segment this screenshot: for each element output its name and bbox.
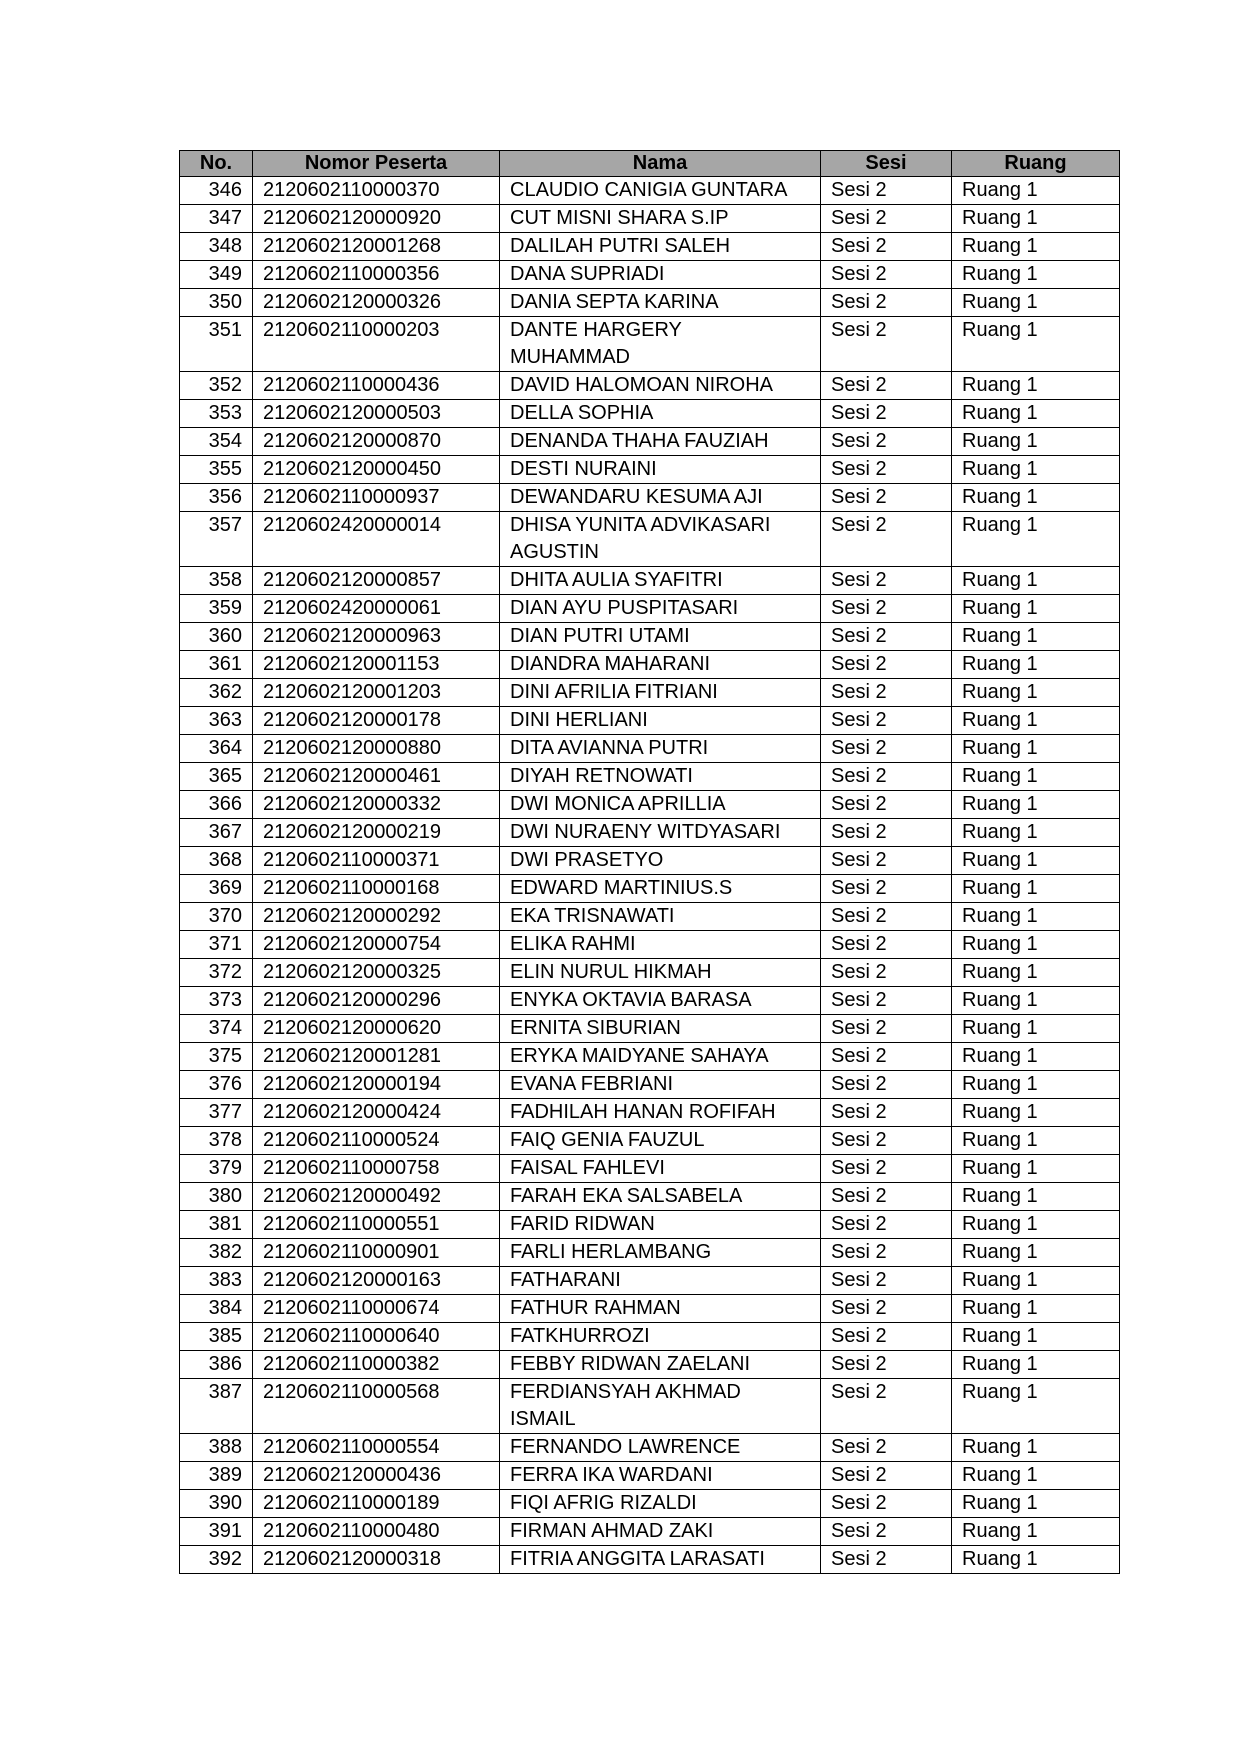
- cell-no: 354: [180, 428, 253, 456]
- cell-no: 382: [180, 1239, 253, 1267]
- cell-no: 384: [180, 1295, 253, 1323]
- cell-ruang: Ruang 1: [952, 372, 1120, 400]
- cell-nama: FAIQ GENIA FAUZUL: [500, 1127, 821, 1155]
- header-ruang: Ruang: [952, 151, 1120, 177]
- cell-no: 371: [180, 931, 253, 959]
- cell-no: 364: [180, 735, 253, 763]
- table-row: [180, 1015, 1120, 1043]
- table-row: [180, 791, 1120, 819]
- table-row: [180, 1127, 1120, 1155]
- cell-ruang: Ruang 1: [952, 1546, 1120, 1574]
- cell-nama: DANA SUPRIADI: [500, 261, 821, 289]
- cell-nama: FEBBY RIDWAN ZAELANI: [500, 1351, 821, 1379]
- cell-sesi: Sesi 2: [821, 1351, 952, 1379]
- cell-nama: FIQI AFRIG RIZALDI: [500, 1490, 821, 1518]
- cell-nomor-peserta: 2120602420000014: [253, 512, 500, 567]
- cell-ruang: Ruang 1: [952, 623, 1120, 651]
- cell-sesi: Sesi 2: [821, 1434, 952, 1462]
- cell-no: 380: [180, 1183, 253, 1211]
- cell-nomor-peserta: 2120602120001281: [253, 1043, 500, 1071]
- cell-nama: FARID RIDWAN: [500, 1211, 821, 1239]
- cell-sesi: Sesi 2: [821, 1183, 952, 1211]
- cell-nama: EDWARD MARTINIUS.S: [500, 875, 821, 903]
- cell-sesi: Sesi 2: [821, 791, 952, 819]
- cell-ruang: Ruang 1: [952, 1518, 1120, 1546]
- cell-ruang: Ruang 1: [952, 1379, 1120, 1434]
- cell-nama: FIRMAN AHMAD ZAKI: [500, 1518, 821, 1546]
- table-row: [180, 595, 1120, 623]
- table-row: [180, 205, 1120, 233]
- cell-ruang: Ruang 1: [952, 1323, 1120, 1351]
- cell-ruang: Ruang 1: [952, 931, 1120, 959]
- table-row: [180, 1295, 1120, 1323]
- cell-nama: DAVID HALOMOAN NIROHA: [500, 372, 821, 400]
- cell-ruang: Ruang 1: [952, 735, 1120, 763]
- cell-nama: DANTE HARGERY MUHAMMAD: [500, 317, 821, 372]
- cell-sesi: Sesi 2: [821, 1462, 952, 1490]
- cell-sesi: Sesi 2: [821, 177, 952, 205]
- table-row: [180, 177, 1120, 205]
- cell-nomor-peserta: 2120602110000524: [253, 1127, 500, 1155]
- table-row: [180, 1518, 1120, 1546]
- cell-no: 376: [180, 1071, 253, 1099]
- cell-ruang: Ruang 1: [952, 651, 1120, 679]
- cell-sesi: Sesi 2: [821, 1323, 952, 1351]
- cell-no: 356: [180, 484, 253, 512]
- table-row: [180, 1071, 1120, 1099]
- cell-nama: DWI NURAENY WITDYASARI: [500, 819, 821, 847]
- cell-ruang: Ruang 1: [952, 1183, 1120, 1211]
- cell-nama: DESTI NURAINI: [500, 456, 821, 484]
- cell-nama: ELIN NURUL HIKMAH: [500, 959, 821, 987]
- table-row: [180, 1323, 1120, 1351]
- cell-nama: CLAUDIO CANIGIA GUNTARA: [500, 177, 821, 205]
- cell-no: 369: [180, 875, 253, 903]
- cell-ruang: Ruang 1: [952, 903, 1120, 931]
- cell-sesi: Sesi 2: [821, 456, 952, 484]
- table-row: [180, 1099, 1120, 1127]
- cell-sesi: Sesi 2: [821, 595, 952, 623]
- cell-no: 373: [180, 987, 253, 1015]
- cell-sesi: Sesi 2: [821, 1071, 952, 1099]
- cell-nomor-peserta: 2120602110000551: [253, 1211, 500, 1239]
- cell-nomor-peserta: 2120602120000620: [253, 1015, 500, 1043]
- cell-nomor-peserta: 2120602120000318: [253, 1546, 500, 1574]
- cell-ruang: Ruang 1: [952, 1351, 1120, 1379]
- table-row: [180, 1043, 1120, 1071]
- cell-sesi: Sesi 2: [821, 512, 952, 567]
- cell-ruang: Ruang 1: [952, 177, 1120, 205]
- table-row: [180, 651, 1120, 679]
- cell-no: 349: [180, 261, 253, 289]
- table-row: [180, 317, 1120, 372]
- cell-ruang: Ruang 1: [952, 1239, 1120, 1267]
- cell-sesi: Sesi 2: [821, 1211, 952, 1239]
- cell-nama: FERRA IKA WARDANI: [500, 1462, 821, 1490]
- table-row: [180, 1351, 1120, 1379]
- cell-no: 375: [180, 1043, 253, 1071]
- cell-nomor-peserta: 2120602120000325: [253, 959, 500, 987]
- cell-nomor-peserta: 2120602120000503: [253, 400, 500, 428]
- cell-nama: CUT MISNI SHARA S.IP: [500, 205, 821, 233]
- table-row: [180, 372, 1120, 400]
- cell-sesi: Sesi 2: [821, 1127, 952, 1155]
- cell-nomor-peserta: 2120602120000963: [253, 623, 500, 651]
- table-row: [180, 819, 1120, 847]
- cell-no: 386: [180, 1351, 253, 1379]
- cell-ruang: Ruang 1: [952, 567, 1120, 595]
- cell-nama: FAISAL FAHLEVI: [500, 1155, 821, 1183]
- cell-ruang: Ruang 1: [952, 317, 1120, 372]
- cell-nomor-peserta: 2120602120000332: [253, 791, 500, 819]
- cell-ruang: Ruang 1: [952, 1071, 1120, 1099]
- cell-no: 352: [180, 372, 253, 400]
- table-body: [180, 177, 1120, 1574]
- cell-nomor-peserta: 2120602110000758: [253, 1155, 500, 1183]
- cell-no: 372: [180, 959, 253, 987]
- cell-nama: DHITA AULIA SYAFITRI: [500, 567, 821, 595]
- header-no: No.: [180, 151, 253, 177]
- cell-nomor-peserta: 2120602110000674: [253, 1295, 500, 1323]
- cell-sesi: Sesi 2: [821, 1155, 952, 1183]
- cell-no: 370: [180, 903, 253, 931]
- table-row: [180, 1434, 1120, 1462]
- table-row: [180, 707, 1120, 735]
- cell-nama: FERNANDO LAWRENCE: [500, 1434, 821, 1462]
- cell-sesi: Sesi 2: [821, 1239, 952, 1267]
- cell-nomor-peserta: 2120602120000857: [253, 567, 500, 595]
- cell-sesi: Sesi 2: [821, 567, 952, 595]
- cell-sesi: Sesi 2: [821, 1518, 952, 1546]
- cell-nomor-peserta: 2120602110000480: [253, 1518, 500, 1546]
- cell-sesi: Sesi 2: [821, 317, 952, 372]
- cell-no: 347: [180, 205, 253, 233]
- table-row: [180, 1211, 1120, 1239]
- cell-nomor-peserta: 2120602120000492: [253, 1183, 500, 1211]
- cell-nomor-peserta: 2120602420000061: [253, 595, 500, 623]
- cell-ruang: Ruang 1: [952, 1490, 1120, 1518]
- cell-ruang: Ruang 1: [952, 428, 1120, 456]
- table-row: [180, 1155, 1120, 1183]
- cell-nomor-peserta: 2120602110000937: [253, 484, 500, 512]
- cell-ruang: Ruang 1: [952, 595, 1120, 623]
- cell-nomor-peserta: 2120602120000450: [253, 456, 500, 484]
- table-row: [180, 959, 1120, 987]
- cell-no: 366: [180, 791, 253, 819]
- cell-no: 388: [180, 1434, 253, 1462]
- cell-nomor-peserta: 2120602110000640: [253, 1323, 500, 1351]
- cell-nomor-peserta: 2120602120000436: [253, 1462, 500, 1490]
- cell-sesi: Sesi 2: [821, 847, 952, 875]
- cell-ruang: Ruang 1: [952, 261, 1120, 289]
- cell-nama: DINI HERLIANI: [500, 707, 821, 735]
- cell-ruang: Ruang 1: [952, 763, 1120, 791]
- cell-no: 353: [180, 400, 253, 428]
- cell-sesi: Sesi 2: [821, 1490, 952, 1518]
- cell-nama: EVANA FEBRIANI: [500, 1071, 821, 1099]
- cell-nomor-peserta: 2120602120000292: [253, 903, 500, 931]
- cell-nomor-peserta: 2120602120000870: [253, 428, 500, 456]
- cell-nama: FARAH EKA SALSABELA: [500, 1183, 821, 1211]
- table-row: [180, 484, 1120, 512]
- table-row: [180, 735, 1120, 763]
- cell-ruang: Ruang 1: [952, 456, 1120, 484]
- cell-sesi: Sesi 2: [821, 763, 952, 791]
- table-row: [180, 1239, 1120, 1267]
- table-row: [180, 875, 1120, 903]
- table-row: [180, 763, 1120, 791]
- cell-sesi: Sesi 2: [821, 1295, 952, 1323]
- cell-nama: FATKHURROZI: [500, 1323, 821, 1351]
- cell-no: 379: [180, 1155, 253, 1183]
- cell-sesi: Sesi 2: [821, 289, 952, 317]
- cell-nama: DWI PRASETYO: [500, 847, 821, 875]
- table-row: [180, 1490, 1120, 1518]
- cell-ruang: Ruang 1: [952, 484, 1120, 512]
- table-row: [180, 847, 1120, 875]
- cell-no: 358: [180, 567, 253, 595]
- cell-no: 385: [180, 1323, 253, 1351]
- cell-nomor-peserta: 2120602110000371: [253, 847, 500, 875]
- cell-no: 348: [180, 233, 253, 261]
- cell-no: 367: [180, 819, 253, 847]
- cell-nomor-peserta: 2120602110000901: [253, 1239, 500, 1267]
- cell-sesi: Sesi 2: [821, 931, 952, 959]
- table-row: [180, 679, 1120, 707]
- cell-no: 378: [180, 1127, 253, 1155]
- cell-ruang: Ruang 1: [952, 205, 1120, 233]
- cell-nomor-peserta: 2120602120000296: [253, 987, 500, 1015]
- cell-no: 360: [180, 623, 253, 651]
- cell-sesi: Sesi 2: [821, 400, 952, 428]
- cell-ruang: Ruang 1: [952, 707, 1120, 735]
- cell-nomor-peserta: 2120602120000880: [253, 735, 500, 763]
- cell-nomor-peserta: 2120602120000754: [253, 931, 500, 959]
- cell-ruang: Ruang 1: [952, 1099, 1120, 1127]
- table-row: [180, 456, 1120, 484]
- cell-sesi: Sesi 2: [821, 1267, 952, 1295]
- cell-nomor-peserta: 2120602120000194: [253, 1071, 500, 1099]
- cell-nama: DELLA SOPHIA: [500, 400, 821, 428]
- cell-ruang: Ruang 1: [952, 1267, 1120, 1295]
- header-nama: Nama: [500, 151, 821, 177]
- cell-no: 389: [180, 1462, 253, 1490]
- cell-nama: DINI AFRILIA FITRIANI: [500, 679, 821, 707]
- table-row: [180, 289, 1120, 317]
- cell-nama: DEWANDARU KESUMA AJI: [500, 484, 821, 512]
- cell-sesi: Sesi 2: [821, 679, 952, 707]
- cell-nomor-peserta: 2120602120001268: [253, 233, 500, 261]
- cell-sesi: Sesi 2: [821, 735, 952, 763]
- cell-nama: FATHUR RAHMAN: [500, 1295, 821, 1323]
- cell-nama: DANIA SEPTA KARINA: [500, 289, 821, 317]
- cell-ruang: Ruang 1: [952, 679, 1120, 707]
- cell-sesi: Sesi 2: [821, 959, 952, 987]
- cell-ruang: Ruang 1: [952, 1434, 1120, 1462]
- cell-nomor-peserta: 2120602110000189: [253, 1490, 500, 1518]
- cell-ruang: Ruang 1: [952, 1127, 1120, 1155]
- cell-nama: DIYAH RETNOWATI: [500, 763, 821, 791]
- cell-nama: ERNITA SIBURIAN: [500, 1015, 821, 1043]
- table-header: [180, 151, 1120, 177]
- cell-ruang: Ruang 1: [952, 1211, 1120, 1239]
- cell-ruang: Ruang 1: [952, 819, 1120, 847]
- cell-ruang: Ruang 1: [952, 791, 1120, 819]
- cell-sesi: Sesi 2: [821, 623, 952, 651]
- cell-nama: DITA AVIANNA PUTRI: [500, 735, 821, 763]
- header-sesi: Sesi: [821, 151, 952, 177]
- cell-no: 387: [180, 1379, 253, 1434]
- table-row: [180, 903, 1120, 931]
- cell-nomor-peserta: 2120602110000436: [253, 372, 500, 400]
- cell-sesi: Sesi 2: [821, 819, 952, 847]
- cell-ruang: Ruang 1: [952, 959, 1120, 987]
- cell-ruang: Ruang 1: [952, 1462, 1120, 1490]
- cell-nama: EKA TRISNAWATI: [500, 903, 821, 931]
- cell-sesi: Sesi 2: [821, 484, 952, 512]
- cell-nama: FITRIA ANGGITA LARASATI: [500, 1546, 821, 1574]
- cell-nomor-peserta: 2120602120000163: [253, 1267, 500, 1295]
- cell-nama: FADHILAH HANAN ROFIFAH: [500, 1099, 821, 1127]
- header-nomor-peserta: Nomor Peserta: [253, 151, 500, 177]
- cell-nomor-peserta: 2120602110000568: [253, 1379, 500, 1434]
- cell-no: 357: [180, 512, 253, 567]
- cell-no: 355: [180, 456, 253, 484]
- cell-nama: DENANDA THAHA FAUZIAH: [500, 428, 821, 456]
- cell-sesi: Sesi 2: [821, 903, 952, 931]
- cell-sesi: Sesi 2: [821, 1379, 952, 1434]
- cell-nomor-peserta: 2120602110000168: [253, 875, 500, 903]
- cell-no: 374: [180, 1015, 253, 1043]
- cell-nomor-peserta: 2120602110000382: [253, 1351, 500, 1379]
- cell-ruang: Ruang 1: [952, 875, 1120, 903]
- cell-sesi: Sesi 2: [821, 428, 952, 456]
- table-row: [180, 1462, 1120, 1490]
- cell-sesi: Sesi 2: [821, 372, 952, 400]
- table-row: [180, 428, 1120, 456]
- cell-nomor-peserta: 2120602120000424: [253, 1099, 500, 1127]
- cell-nomor-peserta: 2120602120000219: [253, 819, 500, 847]
- cell-nomor-peserta: 2120602110000356: [253, 261, 500, 289]
- cell-no: 346: [180, 177, 253, 205]
- cell-nama: DHISA YUNITA ADVIKASARI AGUSTIN: [500, 512, 821, 567]
- cell-sesi: Sesi 2: [821, 1015, 952, 1043]
- cell-no: 391: [180, 1518, 253, 1546]
- cell-sesi: Sesi 2: [821, 875, 952, 903]
- table-row: [180, 261, 1120, 289]
- table-row: [180, 567, 1120, 595]
- cell-sesi: Sesi 2: [821, 1546, 952, 1574]
- table-row: [180, 987, 1120, 1015]
- cell-nomor-peserta: 2120602120000178: [253, 707, 500, 735]
- cell-ruang: Ruang 1: [952, 233, 1120, 261]
- table-row: [180, 1183, 1120, 1211]
- cell-nama: DIANDRA MAHARANI: [500, 651, 821, 679]
- cell-nama: DIAN AYU PUSPITASARI: [500, 595, 821, 623]
- cell-nomor-peserta: 2120602110000203: [253, 317, 500, 372]
- cell-ruang: Ruang 1: [952, 1015, 1120, 1043]
- cell-sesi: Sesi 2: [821, 1043, 952, 1071]
- table-row: [180, 1267, 1120, 1295]
- cell-nama: ELIKA RAHMI: [500, 931, 821, 959]
- cell-no: 350: [180, 289, 253, 317]
- cell-ruang: Ruang 1: [952, 289, 1120, 317]
- cell-sesi: Sesi 2: [821, 233, 952, 261]
- cell-nama: FARLI HERLAMBANG: [500, 1239, 821, 1267]
- cell-no: 363: [180, 707, 253, 735]
- cell-ruang: Ruang 1: [952, 1043, 1120, 1071]
- cell-no: 383: [180, 1267, 253, 1295]
- header-row: [180, 151, 1120, 177]
- cell-no: 390: [180, 1490, 253, 1518]
- cell-ruang: Ruang 1: [952, 1155, 1120, 1183]
- table-row: [180, 931, 1120, 959]
- cell-ruang: Ruang 1: [952, 400, 1120, 428]
- cell-no: 365: [180, 763, 253, 791]
- cell-no: 359: [180, 595, 253, 623]
- table-row: [180, 512, 1120, 567]
- cell-no: 368: [180, 847, 253, 875]
- cell-sesi: Sesi 2: [821, 987, 952, 1015]
- cell-sesi: Sesi 2: [821, 261, 952, 289]
- cell-nomor-peserta: 2120602110000554: [253, 1434, 500, 1462]
- cell-nama: FATHARANI: [500, 1267, 821, 1295]
- participant-table: [179, 150, 1120, 1574]
- cell-no: 362: [180, 679, 253, 707]
- cell-nomor-peserta: 2120602120001203: [253, 679, 500, 707]
- cell-nama: DIAN PUTRI UTAMI: [500, 623, 821, 651]
- cell-nomor-peserta: 2120602120000920: [253, 205, 500, 233]
- cell-ruang: Ruang 1: [952, 1295, 1120, 1323]
- cell-ruang: Ruang 1: [952, 987, 1120, 1015]
- cell-nama: FERDIANSYAH AKHMAD ISMAIL: [500, 1379, 821, 1434]
- cell-nomor-peserta: 2120602110000370: [253, 177, 500, 205]
- cell-nama: ENYKA OKTAVIA BARASA: [500, 987, 821, 1015]
- cell-nomor-peserta: 2120602120000461: [253, 763, 500, 791]
- cell-ruang: Ruang 1: [952, 847, 1120, 875]
- table-row: [180, 623, 1120, 651]
- table-row: [180, 1546, 1120, 1574]
- cell-no: 351: [180, 317, 253, 372]
- cell-ruang: Ruang 1: [952, 512, 1120, 567]
- cell-no: 392: [180, 1546, 253, 1574]
- cell-no: 377: [180, 1099, 253, 1127]
- cell-nama: DALILAH PUTRI SALEH: [500, 233, 821, 261]
- cell-no: 381: [180, 1211, 253, 1239]
- cell-sesi: Sesi 2: [821, 205, 952, 233]
- cell-nomor-peserta: 2120602120000326: [253, 289, 500, 317]
- table-row: [180, 1379, 1120, 1434]
- cell-sesi: Sesi 2: [821, 651, 952, 679]
- cell-sesi: Sesi 2: [821, 707, 952, 735]
- cell-sesi: Sesi 2: [821, 1099, 952, 1127]
- cell-nomor-peserta: 2120602120001153: [253, 651, 500, 679]
- cell-no: 361: [180, 651, 253, 679]
- cell-nama: ERYKA MAIDYANE SAHAYA: [500, 1043, 821, 1071]
- cell-nama: DWI MONICA APRILLIA: [500, 791, 821, 819]
- table-row: [180, 400, 1120, 428]
- table-row: [180, 233, 1120, 261]
